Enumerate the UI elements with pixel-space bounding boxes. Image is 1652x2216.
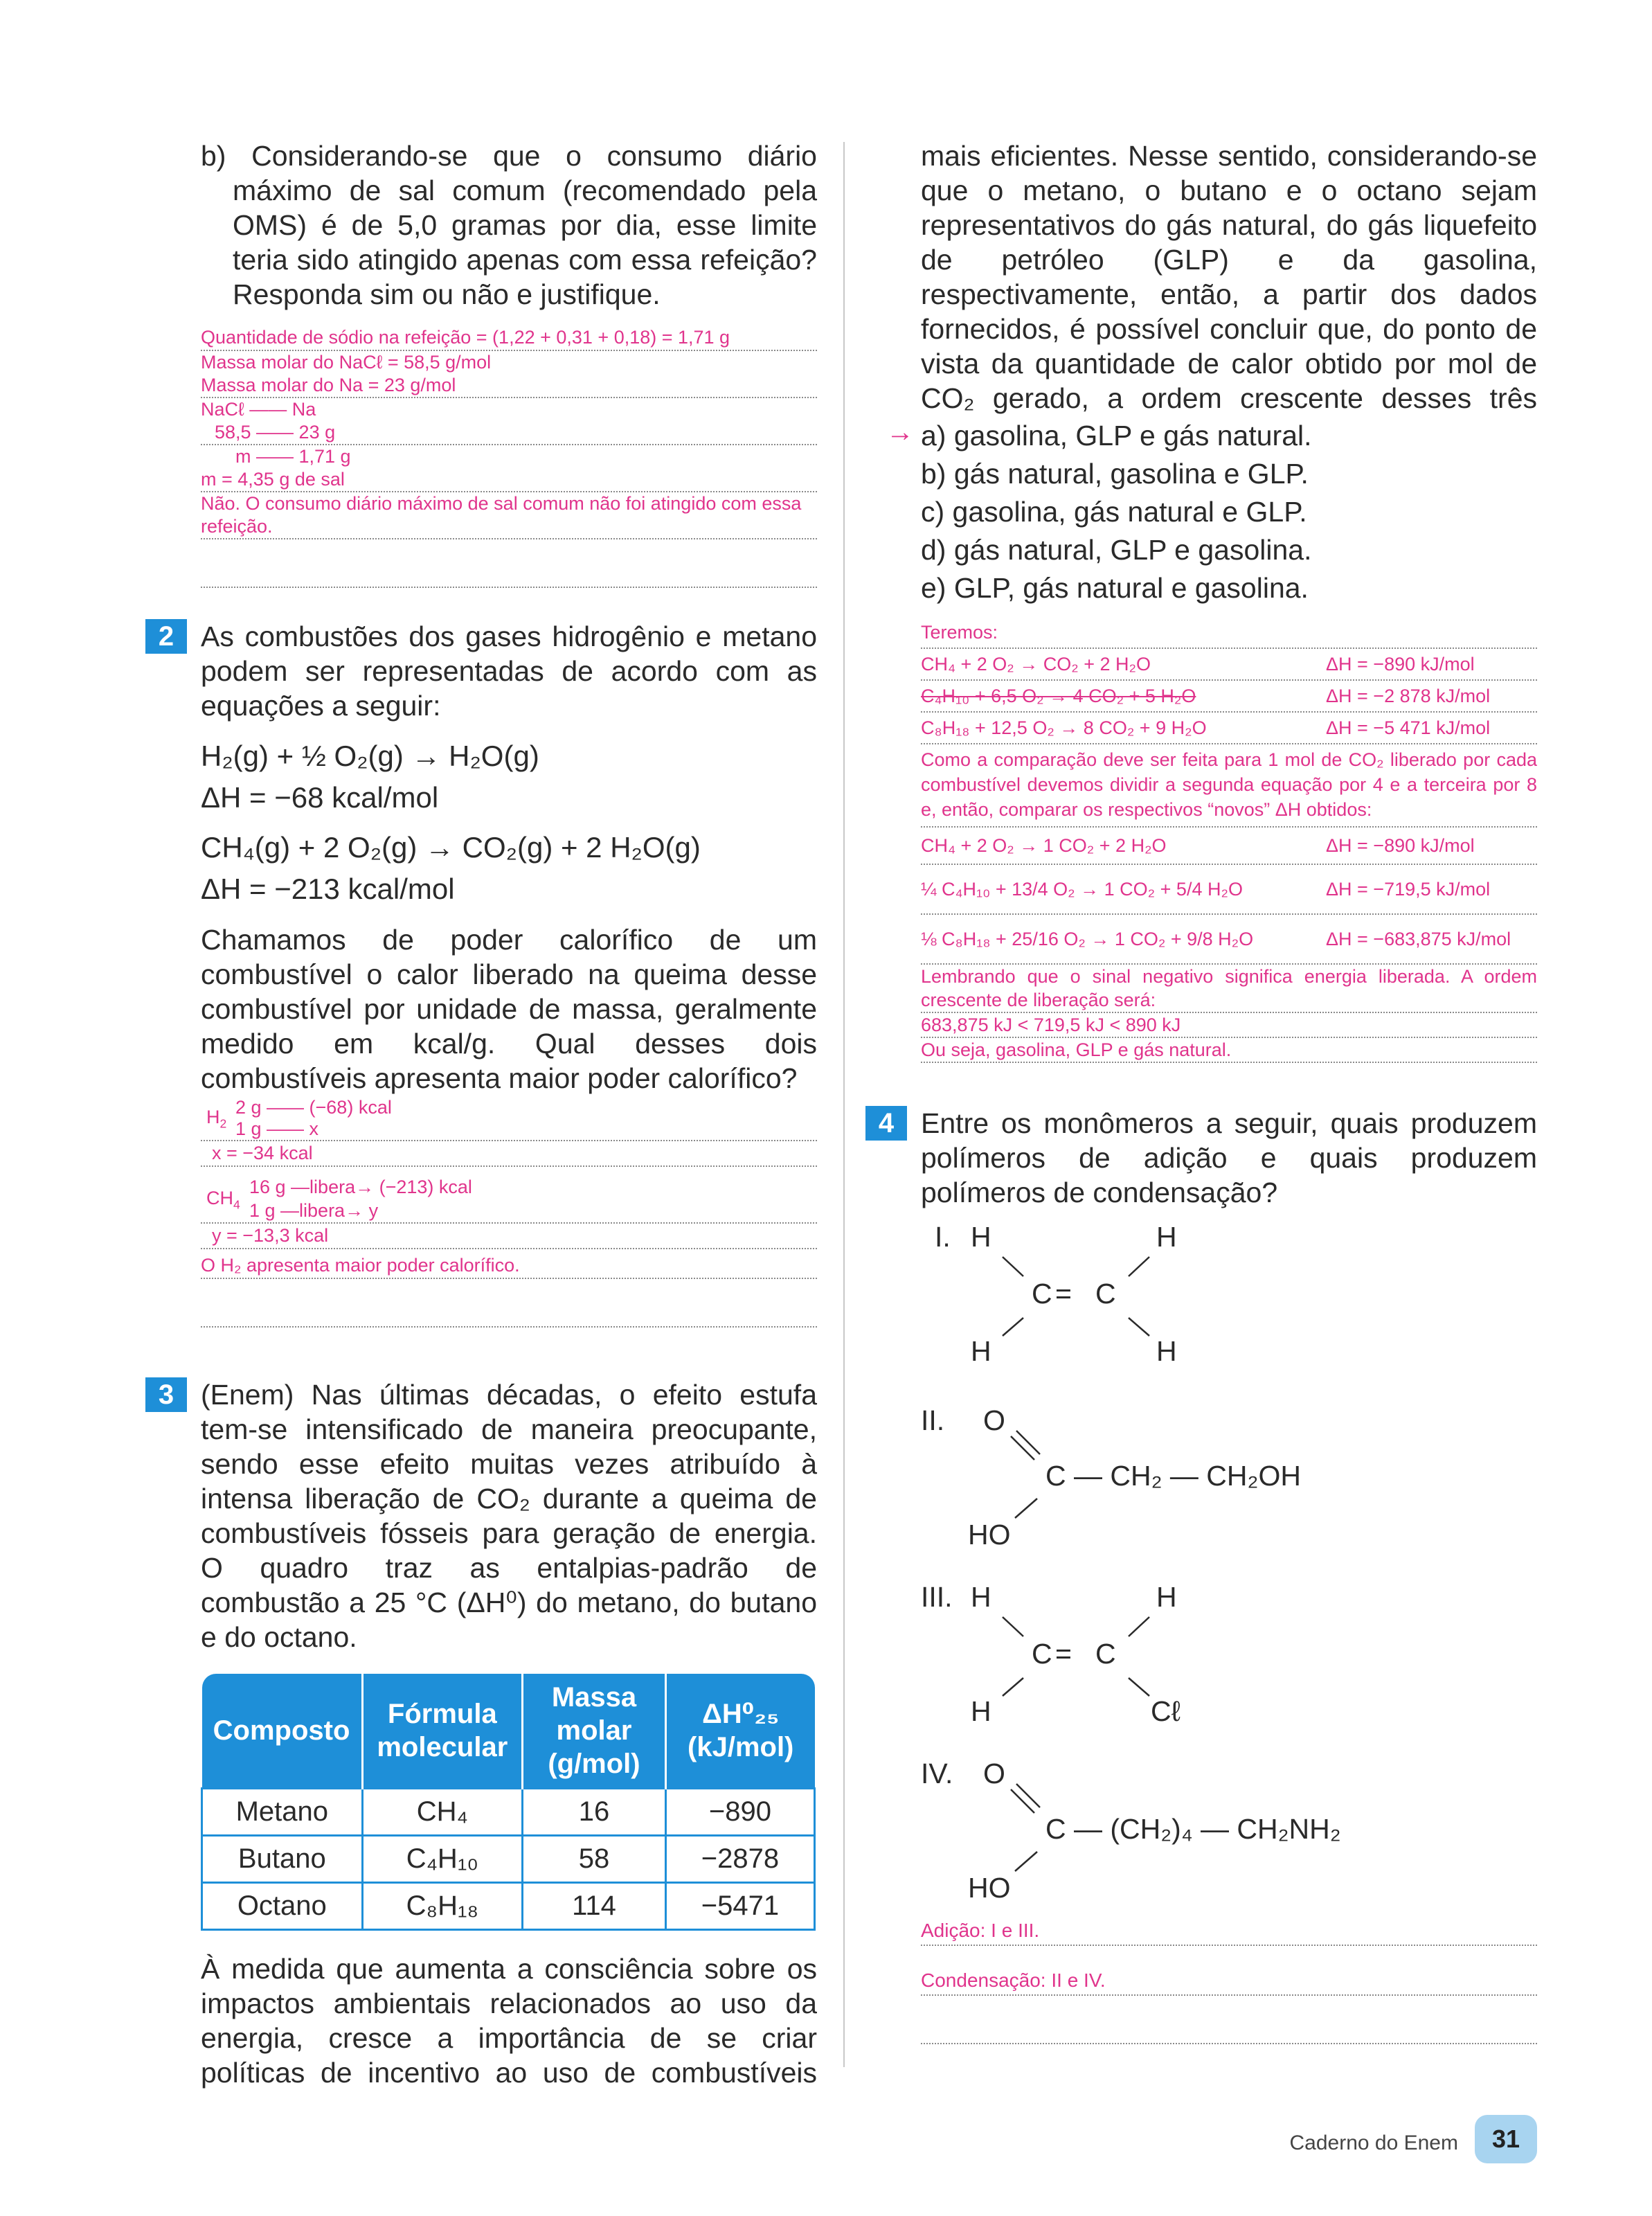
table-header: ΔH⁰₂₅ (kJ/mol): [665, 1674, 814, 1789]
q3-body-part1: À medida que aumenta a consciência sobre os impactos ambientais relacionados ao uso da energia, cresce a importância de se criar políticas de incentivo ao uso de combustíveis: [201, 1953, 817, 2089]
answer-line: 683,875 kJ < 719,5 kJ < 890 kJ: [921, 1013, 1537, 1038]
question-number-badge: 2: [145, 619, 187, 654]
table-cell: C₈H₁₈: [362, 1883, 522, 1930]
question-2: [158, 619, 817, 1328]
answer-line: Não. O consumo diário máximo de sal comum não foi atingido com essa refeição.: [201, 492, 817, 539]
table-cell: C₄H₁₀: [362, 1836, 522, 1883]
answer-line: ⅛ C₈H₁₈ + 25/16 O₂ → 1 CO₂ + 9/8 H₂O ΔH = −683,875 kJ/mol: [921, 915, 1537, 965]
answer-line: Condensação: II e IV.: [921, 1967, 1537, 1996]
q3-options: [886, 417, 1537, 607]
table-cell: Butano: [202, 1836, 363, 1883]
answer-line: CH₄ + 2 O₂ → 1 CO₂ + 2 H₂O ΔH = −890 kJ/mol: [921, 828, 1537, 865]
answer-line: m —— 1,71 g m = 4,35 g de sal: [201, 445, 817, 492]
table-cell: Octano: [202, 1883, 363, 1930]
table-cell: 114: [523, 1883, 666, 1930]
table-cell: 58: [523, 1836, 666, 1883]
table-header: Massa molar (g/mol): [523, 1674, 666, 1789]
structure-II: II. O C — CH₂ — CH₂OH HO: [921, 1404, 1301, 1551]
q2-answer: [201, 1097, 817, 1328]
q2-delta-h-1: ΔH = −68 kcal/mol: [201, 781, 439, 814]
answer-line: $CH_4$ 16 g —libera→ (−213) kcal 1 g —libera→ y: [201, 1175, 817, 1224]
enthalpy-table: [201, 1674, 816, 1931]
answer-line: ¼ C₄H₁₀ + 13/4 O₂ → 1 CO₂ + 5/4 H₂O ΔH = −719,5 kJ/mol: [921, 865, 1537, 915]
structure-IV: IV. O C — (CH₂)₄ — CH₂NH₂ HO: [921, 1758, 1341, 1904]
table-cell: Metano: [202, 1789, 363, 1836]
q2-equation-2: CH₄(g) + 2 O₂(g) → CO₂(g) + 2 H₂O(g): [201, 831, 701, 864]
structure-I: I. H H H H C = C: [921, 1221, 1537, 1404]
answer-line-blank: [201, 1279, 817, 1328]
answer-line: O H₂ apresenta maior poder calorífico.: [201, 1253, 817, 1279]
q3-body-part2: mais eficientes. Nesse sentido, considerando-se que o metano, o butano e o octano sejam representativos do gás natural, do gás liquefeito de petróleo (GLP) e da gasolina, respectivamente, então, a partir dos dados fornecidos, é possível concluir que, do ponto de vista da quantidade de calor obtido por mol de CO₂ gerado, a ordem crescente desses três: [921, 140, 1537, 414]
q1b-statement: b) Considerando-se que o consumo diário máximo de sal comum (recomendado pela OMS) é de 5,0 gramas por dia, esse limite teria sido atingido apenas com essa refeição? Responda sim ou não e justifique.: [201, 140, 817, 310]
option-c[interactable]: c) gasolina, gás natural e GLP.: [921, 496, 1307, 528]
answer-line: NaCℓ —— Na 58,5 —— 23 g: [201, 398, 817, 445]
footer-label: Caderno do Enem: [1289, 2132, 1458, 2154]
bond-lines: [921, 1221, 1212, 1387]
answer-line: C₄H₁₀ + 6,5 O₂ → 4 CO₂ + 5 H₂O ΔH = −2 878 kJ/mol: [921, 681, 1537, 713]
answer-line: Ou seja, gasolina, GLP e gás natural.: [921, 1038, 1537, 1063]
answer-line: Como a comparação deve ser feita para 1 mol de CO₂ liberado por cada combustível devemos dividir a segunda equação por 4 e a terceira por 8 e, então, comparar os respectivos “novos” ΔH obtidos:: [921, 744, 1537, 828]
question-number-badge: 4: [865, 1106, 907, 1141]
table-header-row: [202, 1674, 815, 1789]
question-4: [878, 1106, 1537, 2044]
page-number: 31: [1475, 2115, 1537, 2163]
table-cell: −5471: [665, 1883, 814, 1930]
option-e[interactable]: e) GLP, gás natural e gasolina.: [921, 572, 1309, 604]
table-cell: −2878: [665, 1836, 814, 1883]
table-header: Composto: [202, 1674, 363, 1789]
column-divider: [843, 142, 845, 2067]
answer-line: Quantidade de sódio na refeição = (1,22 + 0,31 + 0,18) = 1,71 g: [201, 325, 817, 351]
q2-body: Chamamos de poder calorífico de um combustível o calor liberado na queima desse combustível por unidade de massa, geralmente medido em kcal/g. Qual desses dois combustíveis apresenta maior poder calorífico?: [201, 924, 817, 1094]
structure-III: III. H H H Cℓ C = C: [921, 1581, 1537, 1758]
bond-lines: [921, 1404, 1059, 1543]
bond-lines: [921, 1758, 1059, 1896]
q3-answer: [921, 617, 1537, 1063]
bond-lines: [921, 1581, 1212, 1747]
table-cell: 16: [523, 1789, 666, 1836]
answer-line: CH₄ + 2 O₂ → CO₂ + 2 H₂O ΔH = −890 kJ/mol: [921, 649, 1537, 681]
q4-answer: [921, 1917, 1537, 2044]
q4-intro: Entre os monômeros a seguir, quais produzem polímeros de adição e quais produzem polímeros de condensação?: [921, 1107, 1537, 1208]
table-row: [202, 1789, 815, 1836]
table-cell: −890: [665, 1789, 814, 1836]
q3-intro: (Enem) Nas últimas décadas, o efeito estufa tem-se intensificado de maneira preocupante, sendo esse efeito muitas vezes atribuído à intensa liberação de CO₂ durante a queima de combustíveis fósseis para geração de energia. O quadro traz as entalpias-padrão de combustão a 25 °C (ΔH⁰) do metano, do butano e do octano.: [201, 1379, 817, 1653]
answer-line-blank: [201, 539, 817, 588]
option-a[interactable]: a) gasolina, GLP e gás natural.: [921, 420, 1312, 452]
q2-intro: As combustões dos gases hidrogênio e metano podem ser representadas de acordo com as equações a seguir:: [201, 620, 817, 722]
q2-delta-h-2: ΔH = −213 kcal/mol: [201, 873, 455, 905]
answer-line: Lembrando que o sinal negativo significa energia liberada. A ordem crescente de liberação será:: [921, 965, 1537, 1013]
answer-line: C₈H₁₈ + 12,5 O₂ → 8 CO₂ + 9 H₂O ΔH = −5 471 kJ/mol: [921, 713, 1537, 744]
answer-line: Massa molar do NaCℓ = 58,5 g/mol Massa molar do Na = 23 g/mol: [201, 351, 817, 398]
q2-equation-1: H₂(g) + ½ O₂(g) → H₂O(g): [201, 740, 539, 772]
answer-line: Teremos:: [921, 617, 1537, 649]
answer-line: Adição: I e III.: [921, 1917, 1537, 1946]
answer-line: y = −13,3 kcal: [201, 1224, 817, 1249]
answer-line: x = −34 kcal: [201, 1141, 817, 1167]
left-column: [158, 138, 817, 2090]
answer-line: $H_2$ 2 g —— (−68) kcal 1 g —— x: [201, 1097, 817, 1141]
table-row: [202, 1883, 815, 1930]
table-header: Fórmula molecular: [362, 1674, 522, 1789]
option-d[interactable]: d) gás natural, GLP e gasolina.: [921, 534, 1312, 566]
right-column: [878, 138, 1537, 2044]
option-b[interactable]: b) gás natural, gasolina e GLP.: [921, 458, 1309, 490]
question-3: [158, 1377, 817, 2090]
table-row: [202, 1836, 815, 1883]
correct-answer-arrow-icon: →: [886, 417, 914, 447]
q1b-answer: [201, 325, 817, 588]
answer-line-blank: [921, 1996, 1537, 2044]
question-number-badge: 3: [145, 1377, 187, 1412]
table-cell: CH₄: [362, 1789, 522, 1836]
